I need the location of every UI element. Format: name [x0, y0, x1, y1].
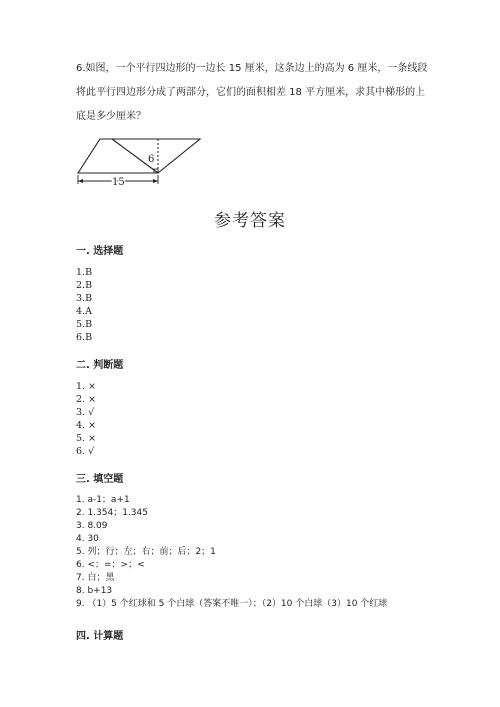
list-item: 6. √	[76, 446, 95, 457]
parallelogram-shape	[78, 139, 200, 173]
list-item: 2.B	[76, 280, 93, 291]
list-item: 1. a-1；a+1	[76, 495, 130, 505]
list-item: 3. √	[76, 407, 95, 418]
list-item: 3. 8.09	[76, 521, 108, 531]
list-item: 3.B	[76, 293, 93, 304]
section-title-choice: 一. 选择题	[76, 246, 124, 257]
problem-6	[76, 57, 436, 129]
list-item: 5. 列；行；左；右；前；后；2；1	[76, 547, 216, 557]
arrow-left	[78, 179, 83, 183]
section-title-calc: 四. 计算题	[76, 631, 124, 642]
list-item: 2. 1.354；1.345	[76, 508, 148, 518]
problem-line: 底是多少厘米？	[76, 111, 146, 122]
list-item: 8. b+13	[76, 586, 113, 596]
choice-answer-list	[76, 266, 92, 344]
list-item: 4. ×	[76, 420, 97, 431]
problem-line: 将此平行四边形分成了两部分，它们的面积相差 18 平方厘米，求其中梯形的上	[76, 87, 426, 98]
list-item: 7. 白；黑	[76, 573, 115, 583]
section-title-fill: 三. 填空题	[76, 474, 124, 485]
list-item: 4.A	[76, 306, 92, 317]
list-item: 6.B	[76, 332, 93, 343]
list-item: 5. ×	[76, 433, 97, 444]
list-item: 1. ×	[76, 381, 97, 392]
list-item: 2. ×	[76, 394, 97, 405]
fill-answer-list	[76, 494, 387, 611]
parallelogram-figure	[72, 133, 202, 191]
base-label: 15	[112, 177, 125, 188]
answer-title: 参考答案	[214, 211, 286, 231]
judge-answer-list	[76, 380, 96, 458]
section-title-judge: 二. 判断题	[76, 360, 124, 371]
arrow-right	[153, 179, 158, 183]
height-label: 6	[148, 154, 155, 165]
list-item: 9. （1）5 个红球和 5 个白球（答案不唯一）；（2）10 个白球（3）10 个红球	[76, 599, 388, 609]
list-item: 6. <；=；>；<	[76, 560, 145, 570]
list-item: 4. 30	[76, 534, 99, 544]
list-item: 5.B	[76, 319, 93, 330]
problem-line: 6.如图，一个平行四边形的一边长 15 厘米，这条边上的高为 6 厘米，一条线段	[76, 63, 428, 74]
list-item: 1.B	[76, 267, 93, 278]
